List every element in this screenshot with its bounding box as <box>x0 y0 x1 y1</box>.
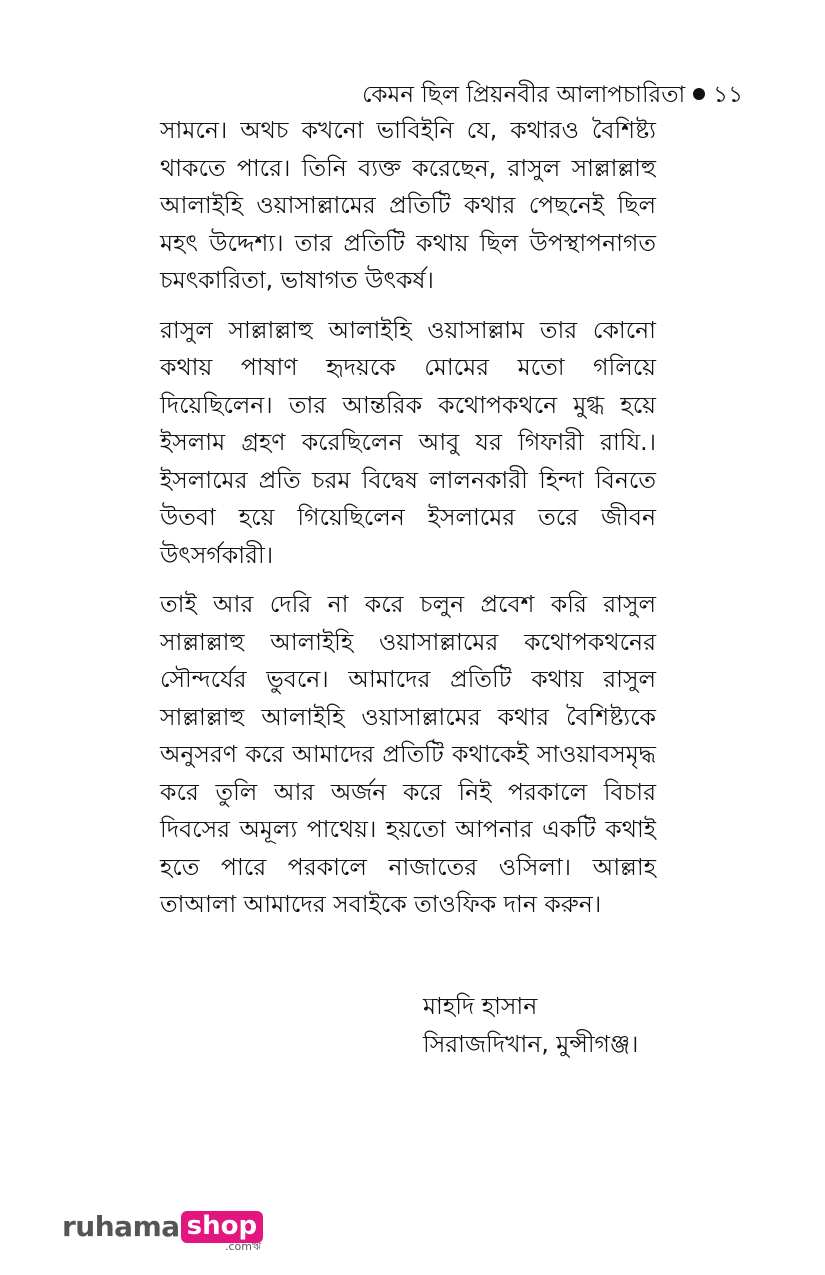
publisher-logo <box>62 1210 263 1253</box>
running-title: কেমন ছিল প্রিয়নবীর আলাপচারিতা <box>362 82 686 108</box>
paragraph-2: রাসুল সাল্লাল্লাহু আলাইহি ওয়াসাল্লাম তার কোনো কথায় পাষাণ হৃদয়কে মোমের মতো গলিয়ে দিয়েছিলেন। তার আন্তরিক কথোপকথনে মুগ্ধ হয়ে ইসলাম গ্রহণ করেছিলেন আবু যর গিফারী রাযি.। ইসলামের প্রতি চরম বিদ্বেষ লালনকারী হিন্দা বিনতে উতবা হয়ে গিয়েছিলেন ইসলামের তরে জীবন উৎসর্গকারী। <box>160 315 656 569</box>
signature-block <box>423 988 638 1063</box>
paragraph-1: সামনে। অথচ কখনো ভাবিইনি যে, কথারও বৈশিষ্ট্য থাকতে পারে। তিনি ব্যক্ত করেছেন, রাসুল সাল্লাল্লাহু আলাইহি ওয়াসাল্লামের প্রতিটি কথার পেছনেই ছিল মহৎ উদ্দেশ্য। তার প্রতিটি কথায় ছিল উপস্থাপনাগত চমৎকারিতা, ভাষাগত উৎকর্ষ। <box>160 116 656 294</box>
author-place: সিরাজদিখান, মুন্সীগঞ্জ। <box>423 1029 639 1058</box>
author-name: মাহদি হাসান <box>423 992 538 1020</box>
logo-suffix: .comঋ <box>225 1240 262 1253</box>
logo-shop-wrap <box>180 1210 263 1253</box>
paragraph-3: তাই আর দেরি না করে চলুন প্রবেশ করি রাসুল সাল্লাল্লাহু আলাইহি ওয়াসাল্লামের কথোপকথনের সৌন্দর্যের ভুবনে। আমাদের প্রতিটি কথায় রাসুল সাল্লাল্লাহু আলাইহি ওয়াসাল্লামের কথার বৈশিষ্ট্যকে অনুসরণ করে আমাদের প্রতিটি কথাকেই সাওয়াবসমৃদ্ধ করে তুলি আর অর্জন করে নিই পরকালে বিচার দিবসের অমূল্য পাথেয়। হয়তো আপনার একটি কথাই হতে পারে পরকালে নাজাতের ওসিলা। আল্লাহ তাআলা আমাদের সবাইকে তাওফিক দান করুন। <box>160 590 656 918</box>
page-number: ১১ <box>713 82 743 108</box>
bullet-dot-icon <box>693 88 705 100</box>
body-text <box>160 112 656 936</box>
logo-text-ruhama: ruhama <box>62 1210 180 1243</box>
logo-text-shop: shop <box>181 1211 263 1243</box>
running-header <box>362 76 743 115</box>
